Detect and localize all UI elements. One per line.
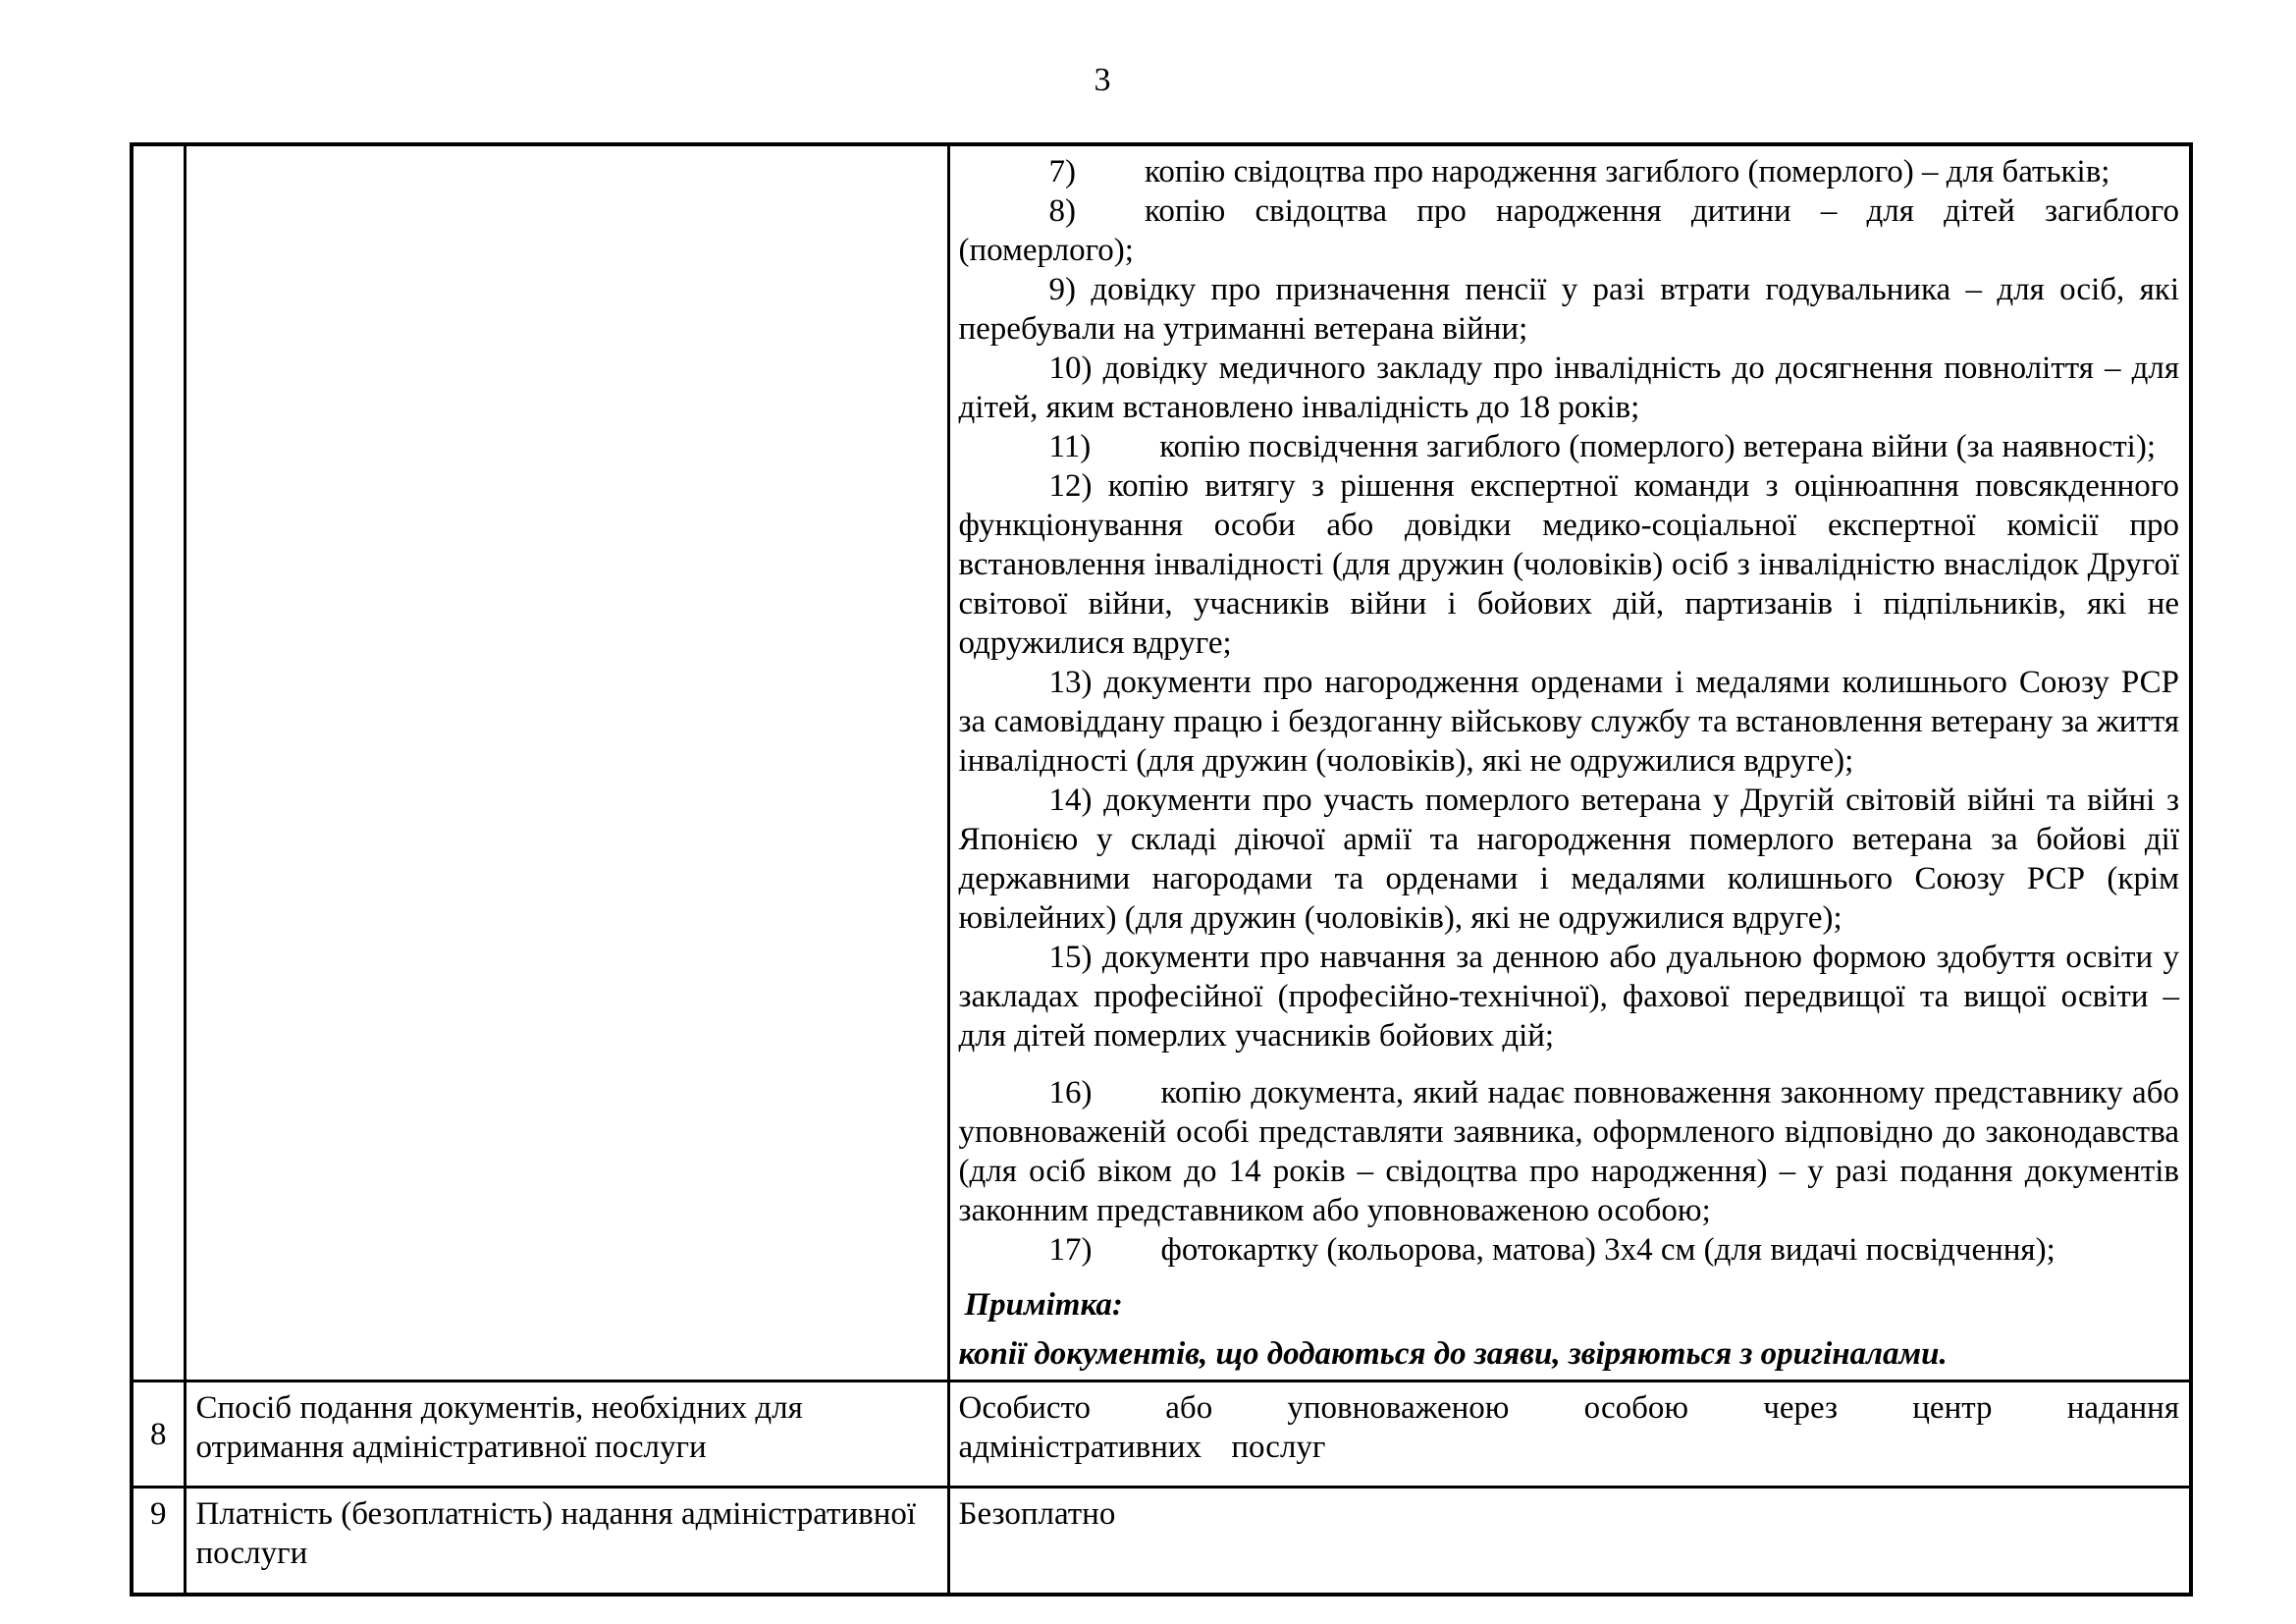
item-text: копію документа, який надає повноваження законному представнику або уповноваженій особі представляти заявника, оформленого відповідно до законодавства (для осіб віком до 14 років – свідоцтва про народження) – у разі подання документів законним представником або уповноваженою особою;: [958, 1075, 2179, 1228]
document-item: [959, 349, 2180, 427]
item-number: 12): [1048, 468, 1093, 504]
table-row-9: [132, 1488, 2191, 1595]
item-text: фотокартку (кольорова, матова) 3х4 см (для видачі посвідчення);: [1160, 1232, 2056, 1268]
item-text: копію витягу з рішення експертної команди з оцінюапння повсякденного функціонування особи або довідки медико-соціальної експертної комісії про встановлення інвалідності (для дружин (чоловіків) осіб з інвалідністю внаслідок Другої світової війни, учасників війни і бойових дій, партизанів і підпільників, які не одружилися вдруге;: [958, 468, 2179, 661]
item-text: копію свідоцтва про народження дитини – для дітей загиблого (померлого);: [958, 193, 2179, 268]
table-row-8: [132, 1381, 2191, 1488]
note-text: копії документів, що додаються до заяви, звіряються з оригіналами.: [958, 1336, 1948, 1372]
document-item: [959, 427, 2180, 466]
row-8-number: 8: [132, 1381, 185, 1488]
table-row-continuation: [132, 144, 2191, 1381]
documents-list-cell: [948, 144, 2191, 1381]
item-number: 9): [1048, 272, 1076, 307]
row-number-cell-empty: [132, 144, 185, 1381]
document-item: [959, 191, 2180, 270]
document-item: [959, 1073, 2180, 1230]
item-text: довідку медичного закладу про інвалідність до досягнення повноліття – для дітей, яким встановлено інвалідність до 18 років;: [958, 351, 2180, 425]
document-item: [959, 938, 2180, 1056]
item-number: 16): [1048, 1075, 1093, 1110]
item-number: 10): [1048, 351, 1093, 386]
administrative-service-table: [130, 142, 2193, 1597]
item-text: копію свідоцтва про народження загиблого (померлого) – для батьків;: [1145, 154, 2110, 189]
documents-list: [959, 152, 2180, 1270]
item-text: документи про участь померлого ветерана у Другій світовій війні та війні з Японією у складі діючої армії та нагородження померлого ветерана за бойові дії державними нагородами та орденами і медалями колишнього Союзу РСР (крім ювілейних) (для дружин (чоловіків), які не одружилися вдруге);: [958, 783, 2180, 936]
document-item: [959, 1230, 2180, 1270]
row-9-value: Безоплатно: [948, 1488, 2191, 1595]
item-number: 13): [1048, 665, 1093, 700]
document-item: [959, 270, 2180, 349]
note-heading: Примітка:: [964, 1287, 1123, 1323]
document-item: [959, 152, 2180, 191]
document-item: [959, 466, 2180, 663]
document-item: [959, 781, 2180, 938]
row-label-cell-empty: [185, 144, 948, 1381]
item-text: документи про навчання за денною або дуальною формою здобуття освіти у закладах професійної (професійно-технічної), фахової передвищої та вищої освіти – для дітей померлих учасників бойових дій;: [958, 940, 2180, 1054]
item-number: 11): [1048, 429, 1092, 464]
item-number: 7): [1048, 154, 1076, 189]
item-number: 14): [1048, 783, 1093, 818]
row-8-label: Спосіб подання документів, необхідних для отримання адміністративної послуги: [185, 1381, 948, 1488]
page-number: 3: [1094, 62, 1111, 98]
item-number: 17): [1048, 1232, 1093, 1268]
document-item: [959, 663, 2180, 781]
row-9-number: 9: [132, 1488, 185, 1595]
item-number: 15): [1048, 940, 1093, 975]
row-9-label: Платність (безоплатність) надання адміністративної послуги: [185, 1488, 948, 1595]
item-number: 8): [1048, 193, 1076, 229]
row-8-value: Особисто або уповноваженою особою через центр надання адміністративних послуг: [948, 1381, 2191, 1488]
item-text: копію посвідчення загиблого (померлого) ветерана війни (за наявності);: [1159, 429, 2156, 464]
item-text: документи про нагородження орденами і медалями колишнього Союзу РСР за самовіддану працю і бездоганну військову службу та встановлення ветерану за життя інвалідності (для дружин (чоловіків), які не одружилися вдруге);: [958, 665, 2180, 779]
item-text: довідку про призначення пенсії у разі втрати годувальника – для осіб, які перебували на утриманні ветерана війни;: [958, 272, 2179, 347]
